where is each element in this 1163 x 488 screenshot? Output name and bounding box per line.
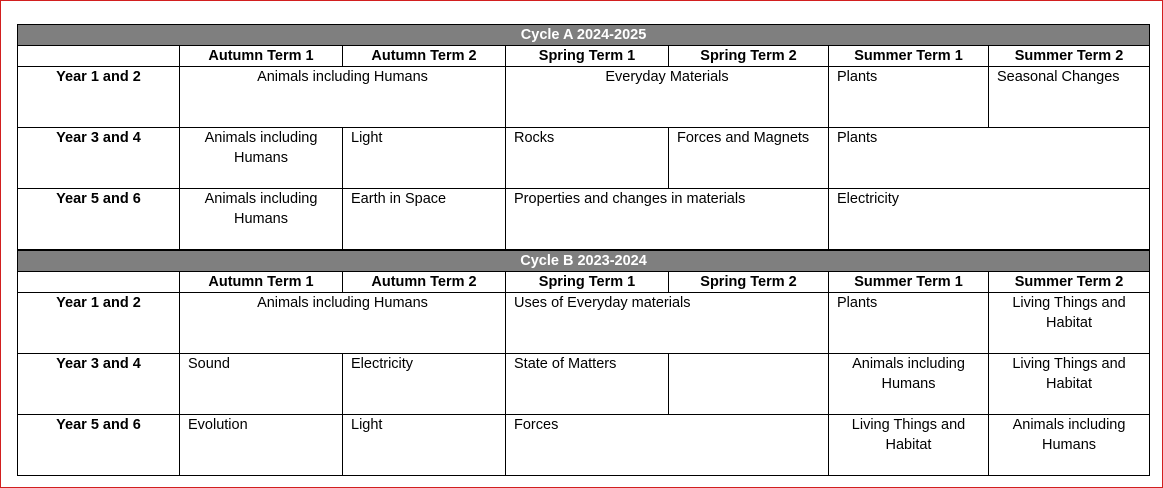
topic-cell: Everyday Materials (506, 67, 829, 128)
cycle-b-title: Cycle B 2023-2024 (18, 251, 1150, 272)
year-group-label: Year 1 and 2 (18, 67, 180, 128)
term-header: Spring Term 2 (669, 272, 829, 293)
year-group-label: Year 3 and 4 (18, 354, 180, 415)
topic-cell: Electricity (829, 189, 1150, 250)
topic-cell: Living Things and Habitat (989, 293, 1150, 354)
topic-cell: Living Things and Habitat (829, 415, 989, 476)
topic-cell: Electricity (343, 354, 506, 415)
topic-cell: Seasonal Changes (989, 67, 1150, 128)
term-header: Autumn Term 2 (343, 272, 506, 293)
topic-cell: Light (343, 128, 506, 189)
term-header: Spring Term 2 (669, 46, 829, 67)
table-row (18, 128, 1150, 189)
topic-cell: Rocks (506, 128, 669, 189)
term-header: Autumn Term 1 (180, 272, 343, 293)
term-header: Autumn Term 1 (180, 46, 343, 67)
year-group-label: Year 5 and 6 (18, 415, 180, 476)
table-row (18, 293, 1150, 354)
topic-cell: Forces (506, 415, 829, 476)
topic-cell (669, 354, 829, 415)
topic-cell: Uses of Everyday materials (506, 293, 829, 354)
topic-cell: Animals including Humans (180, 128, 343, 189)
term-header: Summer Term 1 (829, 46, 989, 67)
term-header: Autumn Term 2 (343, 46, 506, 67)
topic-cell: State of Matters (506, 354, 669, 415)
topic-cell: Animals including Humans (180, 293, 506, 354)
table-row (18, 415, 1150, 476)
topic-cell: Earth in Space (343, 189, 506, 250)
cycle-a-title: Cycle A 2024-2025 (18, 25, 1150, 46)
topic-cell: Living Things and Habitat (989, 354, 1150, 415)
term-header: Spring Term 1 (506, 46, 669, 67)
table-row (18, 189, 1150, 250)
cycle-a-table (17, 24, 1150, 250)
topic-cell: Animals including Humans (180, 189, 343, 250)
term-header: Summer Term 2 (989, 46, 1150, 67)
topic-cell: Plants (829, 67, 989, 128)
corner-cell (18, 46, 180, 67)
topic-cell: Evolution (180, 415, 343, 476)
year-group-label: Year 3 and 4 (18, 128, 180, 189)
topic-cell: Properties and changes in materials (506, 189, 829, 250)
year-group-label: Year 1 and 2 (18, 293, 180, 354)
corner-cell (18, 272, 180, 293)
topic-cell: Animals including Humans (829, 354, 989, 415)
cycle-b-table (17, 250, 1150, 476)
topic-cell: Forces and Magnets (669, 128, 829, 189)
term-header: Spring Term 1 (506, 272, 669, 293)
topic-cell: Animals including Humans (180, 67, 506, 128)
term-header: Summer Term 1 (829, 272, 989, 293)
topic-cell: Plants (829, 128, 1150, 189)
table-row (18, 67, 1150, 128)
topic-cell: Animals including Humans (989, 415, 1150, 476)
topic-cell: Sound (180, 354, 343, 415)
topic-cell: Light (343, 415, 506, 476)
term-header: Summer Term 2 (989, 272, 1150, 293)
table-row (18, 354, 1150, 415)
topic-cell: Plants (829, 293, 989, 354)
year-group-label: Year 5 and 6 (18, 189, 180, 250)
